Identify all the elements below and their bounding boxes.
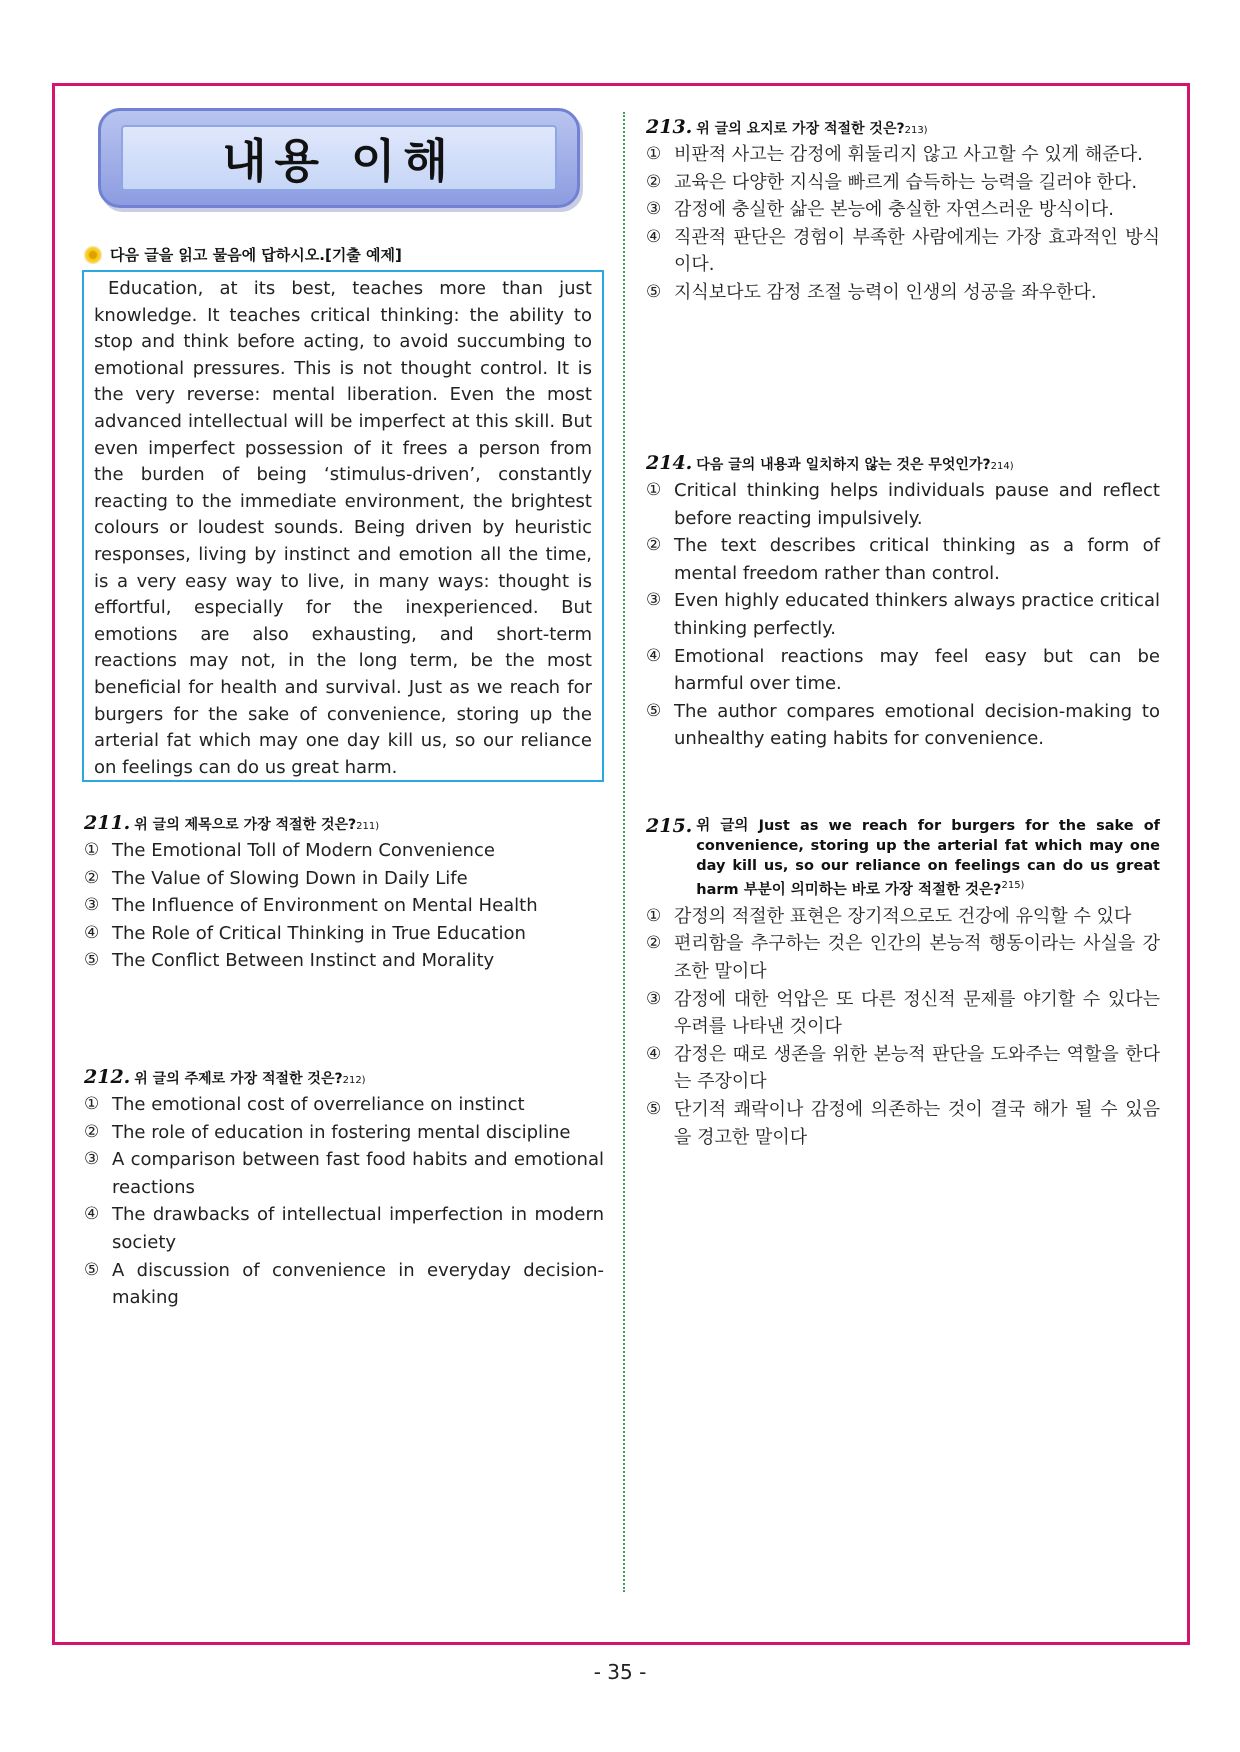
question-stem: 다음 글의 내용과 일치하지 않는 것은 무엇인가?: [696, 457, 991, 473]
option-marker: ④: [646, 226, 662, 247]
option-4: [646, 643, 1160, 698]
page-number: - 35 -: [593, 1660, 647, 1684]
option-4: [84, 920, 604, 948]
question-number: 214.: [646, 452, 693, 474]
reading-passage: Education, at its best, teaches more than just knowledge. It teaches critical thinking: the ability to stop and think before acting, to avoid succumbing to emotional pressures. This is not thought control. It is the very reverse: mental liberation. Even the most advanced intellectual will be imperfect at this skill. But even imperfect possession of it frees a person from the burden of being ‘stimulus-driven’, constantly reacting to the immediate environment, the brightest colours or loudest sounds. Being driven by heuristic responses, living by instinct and emotion all the time, is a very easy way to live, in many ways: thought is effortful, especially for the inexperienced. But emotions are also exhausting, and short-term reactions may not, in the long term, be the most beneficial for health and survival. Just as we reach for burgers for the sake of convenience, storing up the arterial fat which may one day kill us, so our reliance on feelings can do us great harm.: [82, 270, 604, 782]
option-3: [646, 986, 1160, 1041]
option-marker: ⑤: [646, 1098, 662, 1119]
question-header: [646, 116, 1160, 138]
option-4: [646, 1041, 1160, 1096]
section-title-inner: [121, 125, 557, 191]
footnote-ref: 211): [356, 821, 380, 832]
option-3: [84, 892, 604, 920]
option-5: [84, 947, 604, 975]
option-text: A discussion of convenience in everyday decision-making: [112, 1259, 604, 1309]
question-number: 213.: [646, 116, 693, 138]
instruction: [84, 244, 402, 265]
option-marker: ⑤: [84, 950, 100, 971]
option-marker: ②: [646, 535, 662, 556]
option-marker: ④: [84, 922, 100, 943]
question-stem: 위 글의 요지로 가장 적절한 것은?: [696, 121, 905, 137]
option-text: 교육은 다양한 지식을 빠르게 습득하는 능력을 길러야 한다.: [674, 171, 1138, 193]
option-text: The emotional cost of overreliance on instinct: [112, 1094, 525, 1115]
option-1: [646, 477, 1160, 532]
question-header: [84, 812, 604, 834]
option-3: [646, 196, 1160, 224]
option-list: [646, 477, 1160, 753]
option-text: 비판적 사고는 감정에 휘둘리지 않고 사고할 수 있게 해준다.: [674, 144, 1143, 165]
section-title-box: [98, 108, 580, 208]
option-marker: ①: [84, 1094, 100, 1114]
option-marker: ①: [646, 144, 662, 164]
option-text: The Value of Slowing Down in Daily Life: [112, 867, 468, 889]
option-2: [646, 532, 1160, 587]
question-header: [646, 452, 1160, 474]
footnote-ref: 214): [990, 461, 1014, 472]
footnote-ref: 212): [342, 1075, 366, 1086]
question-stem: 위 글의 제목으로 가장 적절한 것은?: [134, 817, 357, 833]
option-5: [646, 698, 1160, 753]
option-text: 감정에 충실한 삶은 본능에 충실한 자연스러운 방식이다.: [674, 199, 1114, 221]
option-1: [646, 903, 1160, 931]
flower-icon: [84, 246, 102, 264]
option-3: [646, 587, 1160, 642]
option-marker: ③: [84, 1149, 100, 1170]
column-divider: [623, 112, 625, 1592]
option-marker: ⑤: [646, 281, 662, 302]
option-text: Emotional reactions may feel easy but can be harmful over time.: [674, 645, 1160, 695]
option-text: The Conflict Between Instinct and Morality: [112, 950, 495, 972]
option-list: [84, 1091, 604, 1312]
option-marker: ②: [84, 1121, 100, 1142]
option-5: [646, 279, 1160, 307]
option-text: A comparison between fast food habits and emotional reactions: [112, 1149, 604, 1198]
option-marker: ③: [646, 988, 662, 1009]
question-header: [84, 1066, 604, 1088]
question-stem: 위 글의 주제로 가장 적절한 것은?: [134, 1071, 343, 1087]
option-marker: ④: [646, 645, 662, 666]
instruction-text: 다음 글을 읽고 물음에 답하시오.[기출 예제]: [110, 246, 402, 264]
option-marker: ③: [84, 895, 100, 916]
option-4: [84, 1201, 604, 1256]
option-1: [646, 141, 1160, 169]
option-text: The Influence of Environment on Mental Health: [112, 895, 538, 917]
option-marker: ①: [646, 905, 662, 926]
option-text: 감정은 때로 생존을 위한 본능적 판단을 도와주는 역할을 한다는 주장이다: [674, 1043, 1160, 1093]
option-text: The role of education in fostering mental discipline: [112, 1121, 571, 1143]
footnote-ref: 213): [904, 125, 928, 136]
option-marker: ②: [646, 171, 662, 192]
option-list: [84, 837, 604, 975]
footnote-ref: 215): [1001, 880, 1025, 891]
option-3: [84, 1146, 604, 1201]
option-text: 단기적 쾌락이나 감정에 의존하는 것이 결국 해가 될 수 있음을 경고한 말이다: [674, 1098, 1160, 1148]
option-5: [646, 1096, 1160, 1151]
section-title: 내용 이해: [222, 134, 456, 188]
option-1: [84, 1091, 604, 1119]
option-marker: ④: [84, 1204, 100, 1225]
option-text: 감정의 적절한 표현은 장기적으로도 건강에 유익할 수 있다: [674, 905, 1132, 927]
option-marker: ④: [646, 1043, 662, 1064]
question-number: 211.: [84, 812, 131, 834]
option-1: [84, 837, 604, 865]
option-marker: ①: [646, 480, 662, 500]
option-text: Even highly educated thinkers always practice critical thinking perfectly.: [674, 590, 1160, 639]
option-text: 지식보다도 감정 조절 능력이 인생의 성공을 좌우한다.: [674, 281, 1097, 303]
option-marker: ①: [84, 840, 100, 860]
option-text: 직관적 판단은 경험이 부족한 사람에게는 가장 효과적인 방식이다.: [674, 226, 1160, 276]
question-211: [84, 812, 604, 975]
option-2: [84, 1119, 604, 1147]
option-list: [646, 141, 1160, 307]
option-2: [646, 930, 1160, 985]
option-text: Critical thinking helps individuals pause and reflect before reacting impulsively.: [674, 480, 1160, 529]
option-marker: ③: [646, 590, 662, 611]
option-text: The Role of Critical Thinking in True Education: [112, 922, 526, 944]
option-marker: ②: [646, 933, 662, 954]
option-text: The text describes critical thinking as a form of mental freedom rather than control.: [674, 535, 1160, 584]
question-214: [646, 452, 1160, 753]
option-2: [646, 169, 1160, 197]
option-text: 편리함을 추구하는 것은 인간의 본능적 행동이라는 사실을 강조한 말이다: [674, 933, 1160, 983]
option-text: The drawbacks of intellectual imperfection in modern society: [112, 1204, 604, 1253]
option-5: [84, 1257, 604, 1312]
option-text: 감정에 대한 억압은 또 다른 정신적 문제를 야기할 수 있다는 우려를 나타낸 것이다: [674, 988, 1160, 1038]
question-number: 212.: [84, 1066, 131, 1088]
option-marker: ③: [646, 199, 662, 220]
option-marker: ②: [84, 867, 100, 888]
question-number: 215.: [646, 815, 693, 837]
option-list: [646, 903, 1160, 1151]
option-4: [646, 224, 1160, 279]
option-marker: ⑤: [646, 700, 662, 721]
option-text: The author compares emotional decision-making to unhealthy eating habits for convenience.: [674, 700, 1160, 750]
option-2: [84, 865, 604, 893]
question-215: [646, 816, 1160, 1151]
option-marker: ⑤: [84, 1259, 100, 1280]
question-stem: 위 글의 Just as we reach for burgers for the sake of convenience, storing up the arterial fat which may one day kill us, so our reliance on feelings can do us great harm 부분이 의미하는 바로 가장 적절한 것은?: [696, 818, 1160, 898]
question-213: [646, 116, 1160, 307]
question-header: [646, 816, 1160, 900]
question-212: [84, 1066, 604, 1312]
option-text: The Emotional Toll of Modern Convenience: [112, 840, 495, 861]
